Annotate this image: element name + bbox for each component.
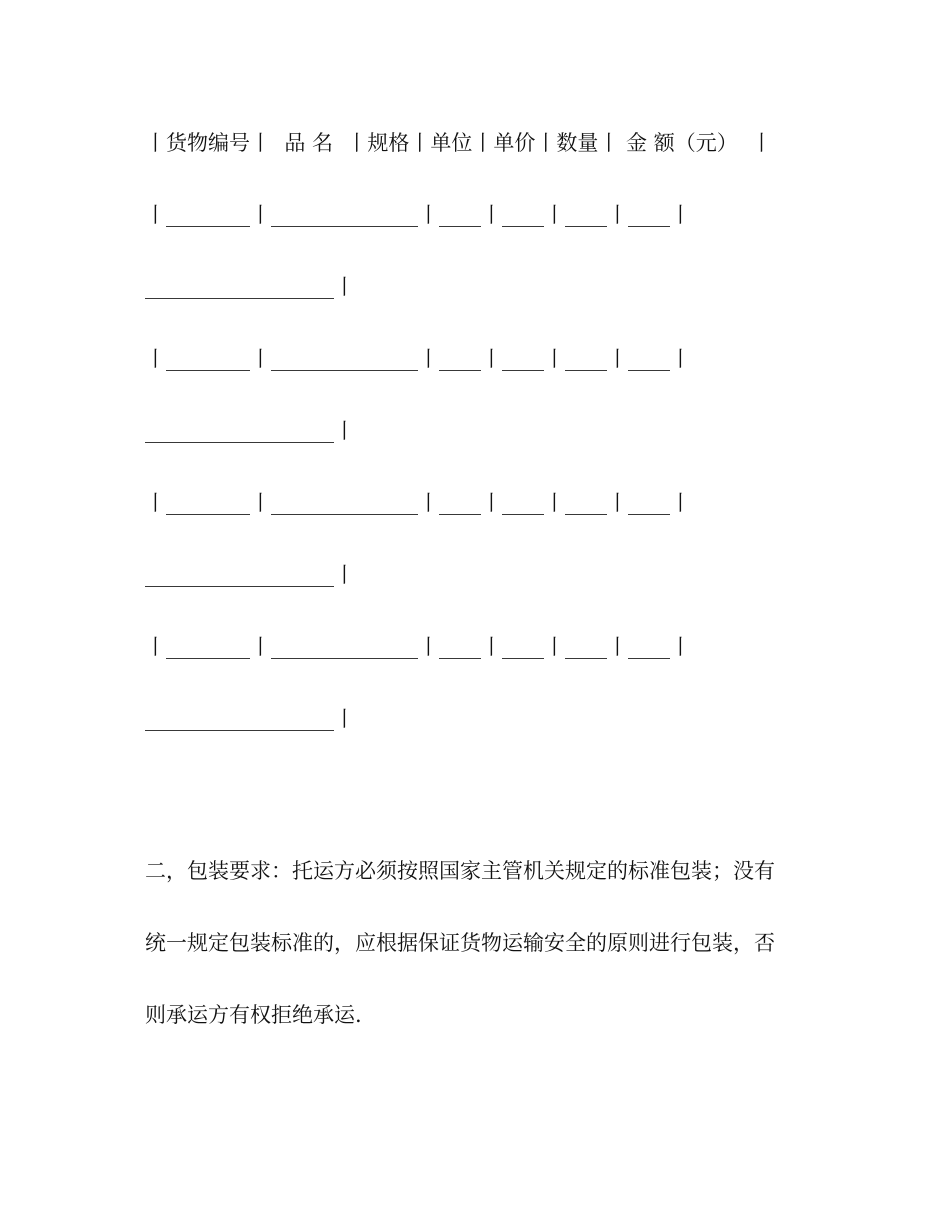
packaging-clause-line-3: 则承运方有权拒绝承运. [145,1003,362,1027]
table-row-3-amount: __________________丨 [145,563,355,587]
table-row-3-cells: 丨________丨______________丨____丨____丨____丨____丨 [145,491,691,515]
table-row-2-cells: 丨________丨______________丨____丨____丨____丨____丨 [145,347,691,371]
table-row-4-amount: __________________丨 [145,707,355,731]
packaging-clause-line-2: 统一规定包装标准的，应根据保证货物运输安全的原则进行包装，否 [145,931,775,955]
packaging-clause-line-1: 二，包装要求：托运方必须按照国家主管机关规定的标准包装；没有 [145,859,775,883]
table-row-1-amount: __________________丨 [145,275,355,299]
table-row-1-cells: 丨________丨______________丨____丨____丨____丨____丨 [145,203,691,227]
table-row-4-cells: 丨________丨______________丨____丨____丨____丨____丨 [145,635,691,659]
table-row-2-amount: __________________丨 [145,419,355,443]
goods-table-header: 丨货物编号丨 品 名 丨规格丨单位丨单价丨数量丨 金 额（元） 丨 [145,131,773,155]
